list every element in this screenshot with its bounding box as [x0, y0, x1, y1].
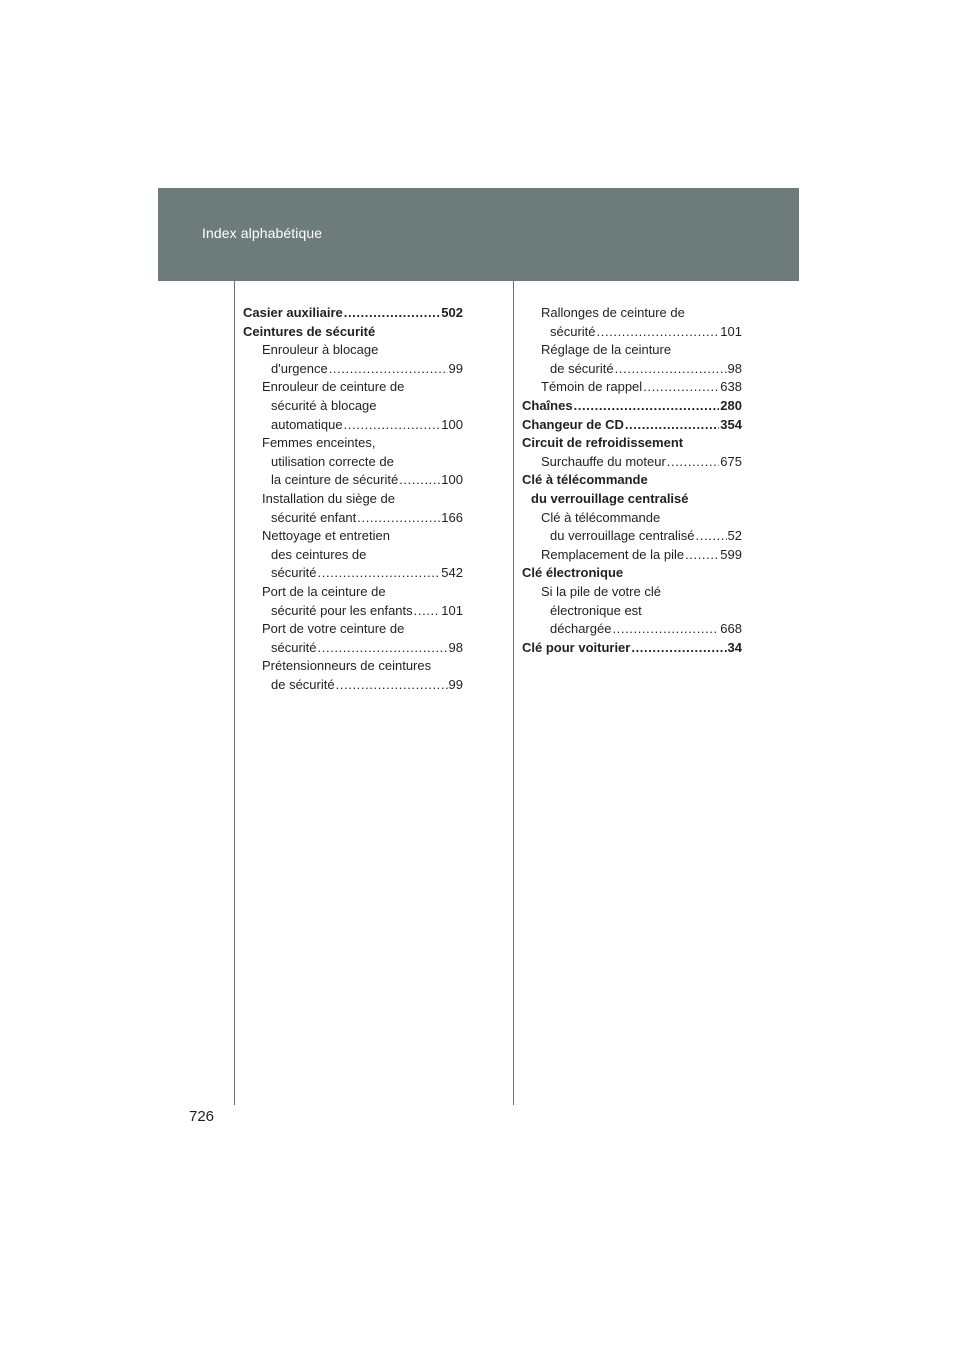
dot-leader	[696, 527, 727, 546]
entry-text: Chaînes	[522, 397, 573, 413]
dot-leader	[414, 602, 441, 621]
entry-text: déchargée	[550, 621, 612, 637]
entry-text: sécurité	[271, 565, 317, 581]
index-entry	[522, 602, 742, 621]
entry-text: de sécurité	[550, 360, 614, 376]
entry-text: Surchauffe du moteur	[541, 453, 666, 469]
page-number: 726	[189, 1108, 215, 1125]
index-entry	[522, 304, 742, 323]
entry-page-number: 280	[720, 397, 742, 413]
dot-leader	[329, 360, 448, 379]
entry-page-number: 502	[441, 305, 463, 320]
entry-text: Port de la ceinture de	[262, 583, 386, 599]
index-entry	[522, 341, 742, 360]
index-entry	[243, 546, 463, 565]
entry-page-number: 599	[720, 546, 742, 562]
entry-text: sécurité enfant	[271, 509, 357, 525]
index-entry	[522, 378, 742, 397]
dot-leader	[597, 323, 720, 342]
index-entry	[243, 416, 463, 435]
entry-text: Enrouleur de ceinture de	[262, 379, 405, 395]
entry-page-number: 52	[727, 528, 742, 544]
index-entry	[522, 323, 742, 342]
entry-page-number: 638	[720, 379, 742, 395]
index-entry	[243, 341, 463, 360]
index-entry	[522, 564, 742, 583]
entry-page-number: 99	[448, 360, 463, 376]
dot-leader	[631, 639, 726, 658]
dot-leader	[685, 546, 719, 565]
entry-page-number: 101	[720, 323, 742, 339]
index-entry	[522, 434, 742, 453]
entry-page-number: 668	[720, 621, 742, 637]
entry-text: sécurité à blocage	[271, 397, 377, 413]
index-entry	[243, 639, 463, 658]
index-entry	[243, 304, 463, 323]
index-entry	[522, 620, 742, 639]
entry-text: des ceintures de	[271, 546, 367, 562]
dot-leader	[318, 564, 441, 583]
index-entry	[243, 676, 463, 695]
entry-text: Port de votre ceinture de	[262, 621, 405, 637]
dot-leader	[643, 378, 719, 397]
index-entry	[243, 564, 463, 583]
dot-leader	[336, 676, 448, 695]
entry-text: Enrouleur à blocage	[262, 342, 379, 358]
column-divider	[513, 281, 514, 1105]
entry-text: la ceinture de sécurité	[271, 472, 399, 488]
index-entry	[522, 639, 742, 658]
index-entry	[243, 360, 463, 379]
entry-page-number: 354	[720, 416, 742, 432]
index-entry	[522, 453, 742, 472]
section-title: Index alphabétique	[202, 225, 323, 241]
index-column-1	[243, 304, 463, 694]
index-entry	[522, 416, 742, 435]
index-entry	[243, 471, 463, 490]
entry-text: Changeur de CD	[522, 416, 624, 432]
index-entry	[243, 657, 463, 676]
index-entry	[522, 360, 742, 379]
dot-leader	[318, 639, 448, 658]
entry-text: d'urgence	[271, 360, 328, 376]
entry-text: automatique	[271, 416, 343, 432]
entry-page-number: 100	[441, 416, 463, 432]
entry-text: Clé à télécommande	[541, 509, 661, 525]
dot-leader	[625, 416, 719, 435]
entry-text: utilisation correcte de	[271, 453, 394, 469]
index-entry	[522, 527, 742, 546]
entry-text: Nettoyage et entretien	[262, 528, 390, 544]
dot-leader	[344, 416, 441, 435]
entry-text: Femmes enceintes,	[262, 435, 376, 451]
entry-page-number: 675	[720, 453, 742, 469]
index-entry	[243, 397, 463, 416]
index-column-2	[522, 304, 742, 657]
entry-text: Circuit de refroidissement	[522, 435, 684, 451]
dot-leader	[574, 397, 720, 416]
index-entry	[522, 397, 742, 416]
entry-text: Témoin de rappel	[541, 379, 643, 395]
entry-text: du verrouillage centralisé	[531, 490, 689, 506]
index-entry	[243, 378, 463, 397]
index-entry	[243, 453, 463, 472]
entry-text: Réglage de la ceinture	[541, 342, 672, 358]
section-header	[158, 188, 799, 281]
dot-leader	[344, 304, 441, 323]
entry-text: Installation du siège de	[262, 490, 395, 506]
entry-text: Prétensionneurs de ceintures	[262, 658, 432, 674]
entry-text: Ceintures de sécurité	[243, 323, 376, 339]
entry-page-number: 101	[441, 602, 463, 618]
index-entry	[522, 471, 742, 490]
entry-text: Si la pile de votre clé	[541, 583, 661, 599]
entry-page-number: 166	[441, 509, 463, 525]
dot-leader	[399, 471, 440, 490]
entry-page-number: 98	[727, 360, 742, 376]
left-divider	[234, 281, 235, 1105]
entry-text: Clé à télécommande	[522, 472, 648, 488]
entry-text: Casier auxiliaire	[243, 305, 343, 320]
entry-text: du verrouillage centralisé	[550, 528, 695, 544]
index-entry	[243, 509, 463, 528]
entry-text: sécurité pour les enfants	[271, 602, 413, 618]
index-entry	[522, 583, 742, 602]
entry-text: sécurité	[271, 639, 317, 655]
index-entry	[243, 434, 463, 453]
entry-text: Remplacement de la pile	[541, 546, 685, 562]
dot-leader	[612, 620, 719, 639]
index-entry	[243, 602, 463, 621]
dot-leader	[667, 453, 720, 472]
entry-text: Clé électronique	[522, 565, 624, 581]
entry-page-number: 99	[448, 676, 463, 692]
index-entry	[522, 509, 742, 528]
dot-leader	[615, 360, 727, 379]
dot-leader	[357, 509, 440, 528]
index-entry	[522, 490, 742, 509]
entry-text: sécurité	[550, 323, 596, 339]
entry-page-number: 98	[448, 639, 463, 655]
entry-text: Rallonges de ceinture de	[541, 305, 685, 320]
index-entry	[243, 527, 463, 546]
index-entry	[243, 323, 463, 342]
entry-page-number: 34	[727, 639, 742, 655]
index-entry	[243, 583, 463, 602]
entry-page-number: 100	[441, 472, 463, 488]
entry-text: Clé pour voiturier	[522, 639, 631, 655]
entry-page-number: 542	[441, 565, 463, 581]
index-entry	[243, 490, 463, 509]
entry-text: de sécurité	[271, 676, 335, 692]
index-entry	[522, 546, 742, 565]
entry-text: électronique est	[550, 602, 642, 618]
index-entry	[243, 620, 463, 639]
